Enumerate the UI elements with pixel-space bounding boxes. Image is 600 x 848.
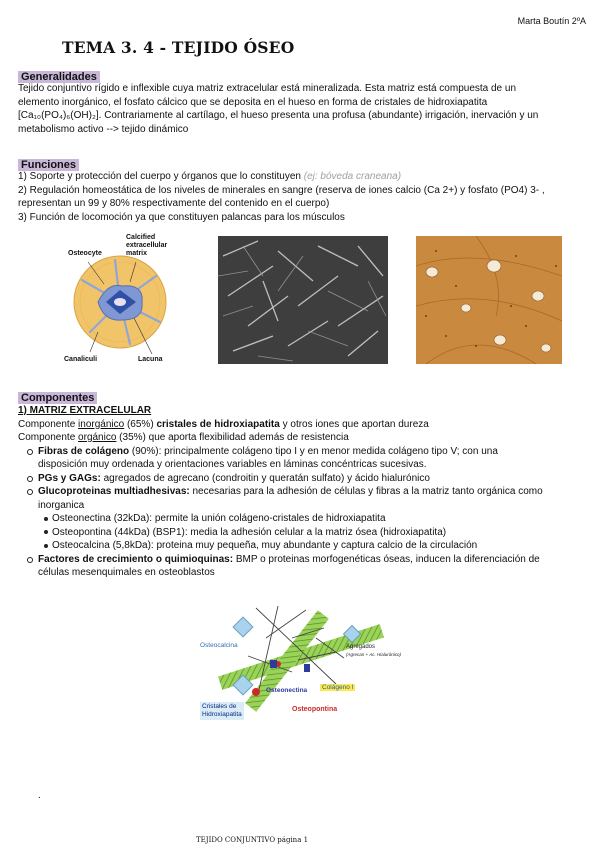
hydroxyapatite-formula: [Ca₁₀(PO₄)₆(OH)₂]	[18, 110, 99, 121]
org-rest: (35%) que aporta flexibilidad además de resistencia	[116, 432, 349, 443]
collagen-fiber-2	[245, 610, 329, 712]
label-agregados-main: Agregados	[346, 644, 376, 650]
section-label-generalidades: Generalidades	[18, 71, 100, 83]
bone-histology-image	[416, 236, 562, 364]
list-item-osteonectina: Osteonectina (32kDa): permite la unión colágeno-cristales de hidroxiapatita	[18, 512, 588, 526]
label-osteocalcina: Osteocalcina	[200, 642, 238, 649]
label-osteonectina: Osteonectina	[266, 687, 308, 694]
section-label-componentes: Componentes	[18, 392, 97, 404]
generalidades-text	[18, 82, 588, 136]
inorg-rest: y otros iones que aportan dureza	[279, 418, 429, 430]
osteonectina-marker-2	[304, 664, 310, 672]
colageno-rest-2: disposición muy ordenada y orientaciones variables en láminas concéntricas sucesivas.	[38, 459, 427, 470]
pgs-rest: agregados de agrecano (condroitin y queratán sulfato) y ácido hialurónico	[100, 472, 430, 484]
funcion-1-text: 1) Soporte y protección del cuerpo y órganos que lo constituyen	[18, 171, 301, 182]
componentes-list	[18, 445, 588, 580]
author-name: Marta Boutín 2ºA	[517, 16, 586, 26]
label-calcified-3: matrix	[126, 250, 148, 257]
osteopontina-marker	[252, 688, 260, 696]
funcion-2b: representan un 99 y 80% respectivamente del contenido en el cuerpo)	[18, 198, 330, 209]
inorg-word: inorgánico	[78, 418, 125, 430]
generalidades-line-3-rest: . Contrariamente al cartílago, el hueso presenta una profusa (abundante) irrigación, inervación y un	[98, 110, 539, 121]
generalidades-line-2: elemento inorgánico, el fosfato cálcico que se deposita en el hueso en forma de cristales de hidroxiapatita	[18, 96, 488, 108]
list-item-colageno	[18, 445, 588, 472]
generalidades-line-1: Tejido conjuntivo rígido e inflexible cuya matriz extracelular está mineralizada. Esta matriz está compuesta de un	[18, 83, 517, 94]
list-item-factores	[18, 553, 588, 580]
gluco-rest: necesarias para la adhesión de células y fibras a la matriz tanto orgánica como	[189, 486, 543, 497]
osteonectina-marker	[270, 660, 277, 668]
componentes-text	[18, 404, 588, 580]
list-item-osteopontina: Osteopontina (44kDa) (BSP1): media la adhesión celular a la matriz ósea (hidroxiapatita)	[18, 526, 588, 540]
label-osteopontina: Osteopontina	[292, 706, 338, 713]
label-agregados-sub: (Agrecan + Ac. Hialurónico)	[346, 652, 401, 657]
inorg-crystals: cristales de hidroxiapatita	[156, 418, 280, 430]
page-title: TEMA 3. 4 - TEJIDO ÓSEO	[62, 38, 295, 57]
funcion-1-example: (ej: bóveda craneana)	[303, 171, 402, 182]
crystal-micrograph-image	[218, 236, 388, 364]
funcion-3: 3) Función de locomoción ya que constituyen palancas para los músculos	[18, 211, 345, 223]
label-calcified-1: Calcified	[126, 234, 156, 241]
inorg-prefix: Componente	[18, 418, 79, 430]
matriz-heading: 1) MATRIZ EXTRACELULAR	[18, 405, 152, 416]
label-calcified-matrix	[126, 234, 167, 258]
funciones-text	[18, 170, 588, 224]
generalidades-line-3	[18, 109, 588, 123]
org-word: orgánico	[78, 432, 117, 443]
label-colageno: Colágeno I	[322, 684, 354, 691]
factores-rest-2: células mesenquimales en osteoblastos	[38, 567, 215, 578]
osteocyte-diagram	[60, 232, 180, 367]
componente-inorganico	[18, 418, 588, 432]
factores-rest: BMP o proteinas morfogenéticas óseas, inducen la diferenciación de	[233, 553, 540, 565]
colageno-rest: (90%): principalmente colágeno tipo I y en menor medida colágeno tipo V; con una	[129, 445, 498, 457]
label-cristales-2: Hidroxiapatita	[202, 711, 242, 718]
factores-bold: Factores de crecimiento o quimioquinas:	[38, 553, 234, 565]
section-label-funciones: Funciones	[18, 159, 79, 171]
stray-dot: .	[38, 790, 41, 801]
crystal-micrograph	[218, 236, 388, 364]
gluco-bold: Glucoproteinas multiadhesivas:	[38, 486, 190, 497]
matrix-components-diagram	[196, 598, 402, 728]
label-cristales	[200, 702, 244, 720]
colageno-bold: Fibras de colágeno	[38, 445, 130, 457]
list-item-glucoproteinas	[18, 485, 588, 512]
bone-histology-illustration	[416, 236, 562, 364]
label-canaliculi: Canaliculi	[64, 356, 98, 363]
label-lacuna: Lacuna	[138, 356, 163, 363]
label-cristales-1: Cristales de	[202, 703, 237, 710]
componente-organico	[18, 431, 588, 445]
list-item-pgs	[18, 472, 588, 486]
generalidades-line-4: metabolismo activo --> tejido dinámico	[18, 123, 189, 135]
hydroxyapatite-crystal-1	[233, 617, 253, 637]
page-footer: TEJIDO CONJUNTIVO página 1	[196, 836, 309, 844]
label-calcified-2: extracellular	[126, 242, 168, 249]
pgs-bold: PGs y GAGs:	[38, 472, 101, 484]
inorg-percent: (65%)	[124, 418, 157, 430]
gluco-rest-2: inorganica	[38, 499, 85, 511]
org-prefix: Componente	[18, 432, 79, 443]
funcion-2a: 2) Regulación homeostática de los niveles de minerales en sangre (reserva de iones calcio (Ca 2+) y fosfato (PO4) 3- ,	[18, 184, 545, 196]
label-agregados	[346, 644, 401, 658]
list-item-osteocalcina: Osteocalcina (5,8kDa): proteina muy pequeña, muy abundante y captura calcio de la circulación	[18, 539, 588, 553]
funcion-1	[18, 170, 588, 184]
label-osteocyte: Osteocyte	[68, 250, 102, 257]
